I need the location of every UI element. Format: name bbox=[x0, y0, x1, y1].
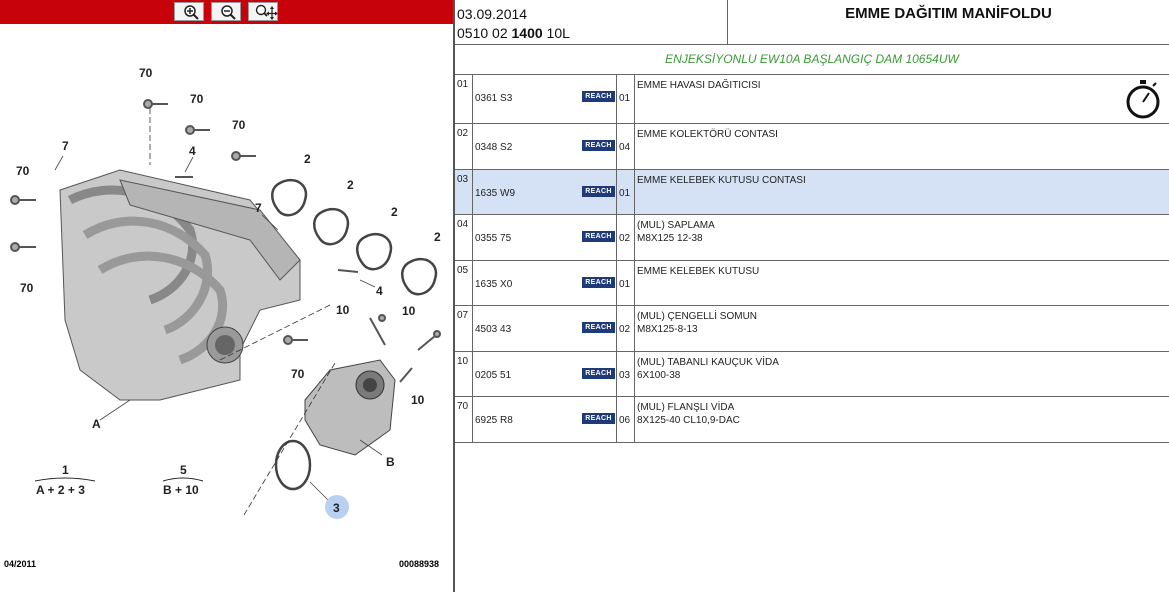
diagram-panel bbox=[0, 0, 453, 592]
callout-70: 70 bbox=[190, 92, 204, 106]
row-reference-cell bbox=[473, 124, 617, 169]
row-reference-cell bbox=[473, 215, 617, 260]
callout-A: A bbox=[92, 417, 101, 431]
row-description bbox=[635, 352, 1169, 396]
row-index: 02 bbox=[455, 124, 473, 169]
table-row[interactable] bbox=[455, 124, 1169, 170]
zoom-pan-button[interactable] bbox=[248, 2, 278, 21]
row-description bbox=[635, 170, 1169, 214]
row-quantity: 02 bbox=[617, 306, 635, 351]
row-reference-cell bbox=[473, 261, 617, 305]
reach-badge: REACH bbox=[582, 413, 615, 424]
throttle-body bbox=[305, 360, 395, 455]
header-code-bold: 1400 bbox=[511, 25, 543, 41]
diagram-date: 04/2011 bbox=[4, 559, 37, 569]
row-quantity: 03 bbox=[617, 352, 635, 396]
callout-7: 7 bbox=[255, 201, 262, 215]
callout-4: 4 bbox=[189, 144, 196, 158]
callout-10: 10 bbox=[402, 304, 416, 318]
row-quantity: 01 bbox=[617, 75, 635, 123]
header-code-prefix: 0510 02 bbox=[457, 25, 508, 41]
description-line-1: EMME KELEBEK KUTUSU bbox=[637, 266, 760, 277]
zoom-out-button[interactable] bbox=[211, 2, 241, 21]
reach-badge: REACH bbox=[582, 368, 615, 379]
row-reference-cell bbox=[473, 170, 617, 214]
row-index: 04 bbox=[455, 215, 473, 260]
table-row[interactable] bbox=[455, 352, 1169, 397]
description-line-1: (MUL) TABANLI KAUÇUK VİDA bbox=[637, 357, 779, 368]
row-quantity: 04 bbox=[617, 124, 635, 169]
callout-10: 10 bbox=[411, 393, 425, 407]
description-line-2: M8X125 12-38 bbox=[637, 233, 703, 244]
callout-70: 70 bbox=[291, 367, 305, 381]
callout-B: B bbox=[386, 455, 395, 469]
table-row[interactable] bbox=[455, 261, 1169, 306]
engine-subtitle: ENJEKSİYONLU EW10A BAŞLANGIÇ DAM 10654UW bbox=[665, 52, 959, 66]
description-line-1: (MUL) SAPLAMA bbox=[637, 220, 715, 231]
description-line-2: M8X125-8-13 bbox=[637, 324, 698, 335]
part-reference[interactable]: 1635 W9 bbox=[475, 188, 516, 199]
callout-70: 70 bbox=[232, 118, 246, 132]
callout-4: 4 bbox=[376, 284, 383, 298]
callout-70: 70 bbox=[20, 281, 34, 295]
diagram-code: 00088938 bbox=[399, 559, 440, 569]
header-code-suffix: 10L bbox=[546, 25, 570, 41]
stopwatch-icon[interactable] bbox=[1123, 78, 1163, 120]
table-row[interactable] bbox=[455, 306, 1169, 352]
row-description bbox=[635, 124, 1169, 169]
row-index: 07 bbox=[455, 306, 473, 351]
row-index: 10 bbox=[455, 352, 473, 396]
table-row[interactable] bbox=[455, 75, 1169, 124]
callout-2: 2 bbox=[347, 178, 354, 192]
part-reference[interactable]: 4503 43 bbox=[475, 324, 512, 335]
row-description bbox=[635, 75, 1169, 123]
row-description bbox=[635, 261, 1169, 305]
kit-5-brace bbox=[163, 478, 203, 481]
row-reference-cell bbox=[473, 306, 617, 351]
kit-1-brace bbox=[35, 478, 95, 481]
reach-badge: REACH bbox=[582, 322, 615, 333]
kit-5-formula: B + 10 bbox=[163, 483, 199, 497]
callout-2: 2 bbox=[391, 205, 398, 219]
part-reference[interactable]: 1635 X0 bbox=[475, 279, 513, 290]
exploded-parts-diagram bbox=[0, 24, 453, 592]
reach-badge: REACH bbox=[582, 140, 615, 151]
zoom-pan-icon bbox=[253, 4, 279, 20]
row-description bbox=[635, 215, 1169, 260]
row-index: 70 bbox=[455, 397, 473, 442]
callout-70: 70 bbox=[139, 66, 153, 80]
description-line-2: 6X100-38 bbox=[637, 370, 681, 381]
zoom-in-button[interactable] bbox=[174, 2, 204, 21]
table-row[interactable] bbox=[455, 397, 1169, 443]
row-quantity: 06 bbox=[617, 397, 635, 442]
row-reference-cell bbox=[473, 397, 617, 442]
table-row[interactable] bbox=[455, 215, 1169, 261]
description-line-1: EMME KELEBEK KUTUSU CONTASI bbox=[637, 175, 806, 186]
parts-panel bbox=[455, 0, 1169, 592]
callout-10: 10 bbox=[336, 303, 350, 317]
description-line-1: EMME KOLEKTÖRÜ CONTASI bbox=[637, 129, 778, 140]
reach-badge: REACH bbox=[582, 91, 615, 102]
page-title: EMME DAĞITIM MANİFOLDU bbox=[845, 5, 1052, 22]
row-reference-cell bbox=[473, 75, 617, 123]
description-line-1: EMME HAVASI DAĞITICISI bbox=[637, 80, 761, 91]
row-reference-cell bbox=[473, 352, 617, 396]
reach-badge: REACH bbox=[582, 186, 615, 197]
kit-1-formula: A + 2 + 3 bbox=[36, 483, 85, 497]
zoom-toolbar bbox=[0, 0, 453, 24]
reach-badge: REACH bbox=[582, 231, 615, 242]
part-reference[interactable]: 0348 S2 bbox=[475, 142, 513, 153]
header-code bbox=[457, 25, 570, 41]
row-quantity: 01 bbox=[617, 170, 635, 214]
description-line-2: 8X125-40 CL10,9-DAC bbox=[637, 415, 740, 426]
part-reference[interactable]: 0355 75 bbox=[475, 233, 512, 244]
row-index: 01 bbox=[455, 75, 473, 123]
zoom-out-icon bbox=[216, 4, 238, 20]
callout-3: 3 bbox=[333, 501, 340, 515]
kit-5-number: 5 bbox=[180, 463, 187, 477]
description-line-1: (MUL) ÇENGELLİ SOMUN bbox=[637, 311, 758, 322]
table-row[interactable] bbox=[455, 170, 1169, 215]
header-divider bbox=[455, 44, 1169, 45]
part-reference[interactable]: 0205 51 bbox=[475, 370, 512, 381]
row-description bbox=[635, 397, 1169, 442]
callout-7: 7 bbox=[62, 139, 69, 153]
callout-2: 2 bbox=[304, 152, 311, 166]
row-description bbox=[635, 306, 1169, 351]
callout-70: 70 bbox=[16, 164, 30, 178]
kit-1-number: 1 bbox=[62, 463, 69, 477]
row-quantity: 02 bbox=[617, 215, 635, 260]
row-quantity: 01 bbox=[617, 261, 635, 305]
zoom-in-icon bbox=[179, 4, 201, 20]
row-index: 05 bbox=[455, 261, 473, 305]
header-date: 03.09.2014 bbox=[457, 6, 528, 22]
part-reference[interactable]: 0361 S3 bbox=[475, 93, 513, 104]
callout-2: 2 bbox=[434, 230, 441, 244]
reach-badge: REACH bbox=[582, 277, 615, 288]
intake-manifold bbox=[60, 170, 300, 400]
row-index: 03 bbox=[455, 170, 473, 214]
part-reference[interactable]: 6925 R8 bbox=[475, 415, 513, 426]
description-line-1: (MUL) FLANŞLI VİDA bbox=[637, 402, 735, 413]
